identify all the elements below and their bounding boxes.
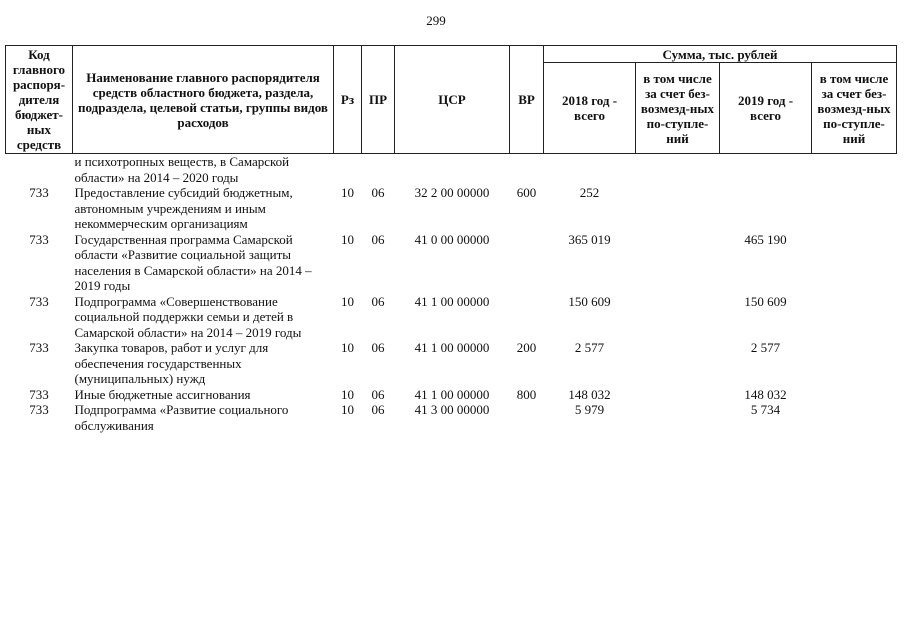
cell-rz: 10 [341,231,354,247]
cell-vr [510,154,544,186]
cell-2018-total: 2 577 [574,340,605,355]
cell-vr [510,294,544,341]
cell-2018-total: 5 979 [574,402,605,417]
table-row [6,340,897,387]
cell-code [6,154,73,186]
cell-code: 733 [29,293,49,309]
cell-2018-free [636,340,720,387]
cell-csr: 41 1 00 00000 [414,386,490,402]
cell-code: 733 [29,402,49,417]
cell-name: Иные бюджетные ассигнования [74,386,251,402]
cell-csr: 41 1 00 00000 [414,293,490,309]
cell-2018-total: 252 [579,185,600,200]
budget-table [5,45,897,433]
cell-csr: 32 2 00 00000 [414,185,490,200]
header-sum: Сумма, тыс. рублей [544,46,897,63]
cell-name: Подпрограмма «Совершенствование социальной поддержки семьи и детей в Самарской области» на 2014 – 2019 годы [74,293,302,340]
cell-code: 733 [29,231,49,247]
cell-2018-free [636,185,720,232]
cell-2019-free [812,340,897,387]
cell-rz: 10 [341,340,354,355]
cell-2018-total: 148 032 [568,386,611,402]
cell-2018-free [636,154,720,186]
cell-2019-total: 148 032 [744,386,787,402]
cell-2019-total: 465 190 [744,231,787,247]
cell-pr: 06 [371,185,385,200]
cell-2018-free [636,232,720,294]
cell-vr: 600 [516,185,537,200]
cell-2018-total [544,154,636,186]
cell-2019-free [812,402,897,433]
cell-2019-total: 5 734 [750,402,781,417]
cell-name: и психотропных веществ, в Самарской области» на 2014 – 2020 годы [74,154,290,185]
table-body [6,154,897,434]
cell-rz: 10 [341,293,354,309]
cell-vr: 800 [516,386,537,402]
cell-name: Подпрограмма «Развитие социального обслуживания [74,402,289,433]
cell-2019-free [812,185,897,232]
cell-2018-free [636,402,720,433]
table-row [6,387,897,403]
cell-name: Предоставление субсидий бюджетным, автономным учреждениям и иным некоммерческим организациям [74,185,293,231]
cell-2018-total: 150 609 [568,293,611,309]
header-rz: Рз [334,46,362,154]
cell-2019-total: 2 577 [750,340,781,355]
header-code: Код главного распоря-дителя бюджет-ных средств [6,46,73,154]
table-row [6,402,897,433]
header-2019-free: в том числе за счет без-возмезд-ных по-ступле-ний [812,63,897,154]
header-2019-total: 2019 год - всего [720,63,812,154]
cell-vr [510,402,544,433]
cell-pr: 06 [371,402,385,417]
cell-pr: 06 [371,340,385,355]
table-row [6,294,897,341]
cell-rz: 10 [341,386,354,402]
page-number: 299 [426,13,446,28]
cell-2019-total [720,185,812,232]
cell-2019-total: 150 609 [744,293,787,309]
cell-pr [362,154,395,186]
cell-2018-free [636,294,720,341]
cell-code: 733 [29,185,49,200]
cell-vr: 200 [516,340,537,355]
cell-rz [334,154,362,186]
cell-2019-free [812,294,897,341]
header-csr: ЦСР [395,46,510,154]
cell-csr: 41 1 00 00000 [414,340,490,355]
cell-name: Государственная программа Самарской области «Развитие социальной защиты населения в Самарской области» на 2014 – 2019 годы [74,231,312,293]
table-row [6,232,897,294]
cell-csr: 41 3 00 00000 [414,402,490,417]
cell-csr: 41 0 00 00000 [414,231,490,247]
cell-vr [510,232,544,294]
cell-code: 733 [29,340,49,355]
table-header [6,46,897,154]
table-row [6,154,897,186]
header-name: Наименование главного распорядителя средств областного бюджета, раздела, подраздела, целевой статьи, группы видов расходов [73,46,334,154]
header-pr: ПР [362,46,395,154]
cell-pr: 06 [371,293,385,309]
cell-csr [395,154,510,186]
header-2018-total: 2018 год - всего [544,63,636,154]
cell-code: 733 [29,386,49,402]
header-vr: ВР [510,46,544,154]
cell-2018-total: 365 019 [568,231,611,247]
cell-rz: 10 [341,185,354,200]
cell-2019-free [812,387,897,403]
cell-2018-free [636,387,720,403]
table-row [6,185,897,232]
cell-pr: 06 [371,231,385,247]
cell-rz: 10 [341,402,354,417]
cell-2019-free [812,232,897,294]
cell-2019-total [720,154,812,186]
cell-name: Закупка товаров, работ и услуг для обеспечения государственных (муниципальных) нужд [74,340,269,386]
header-2018-free: в том числе за счет без-возмезд-ных по-ступле-ний [636,63,720,154]
cell-pr: 06 [371,386,385,402]
cell-2019-free [812,154,897,186]
